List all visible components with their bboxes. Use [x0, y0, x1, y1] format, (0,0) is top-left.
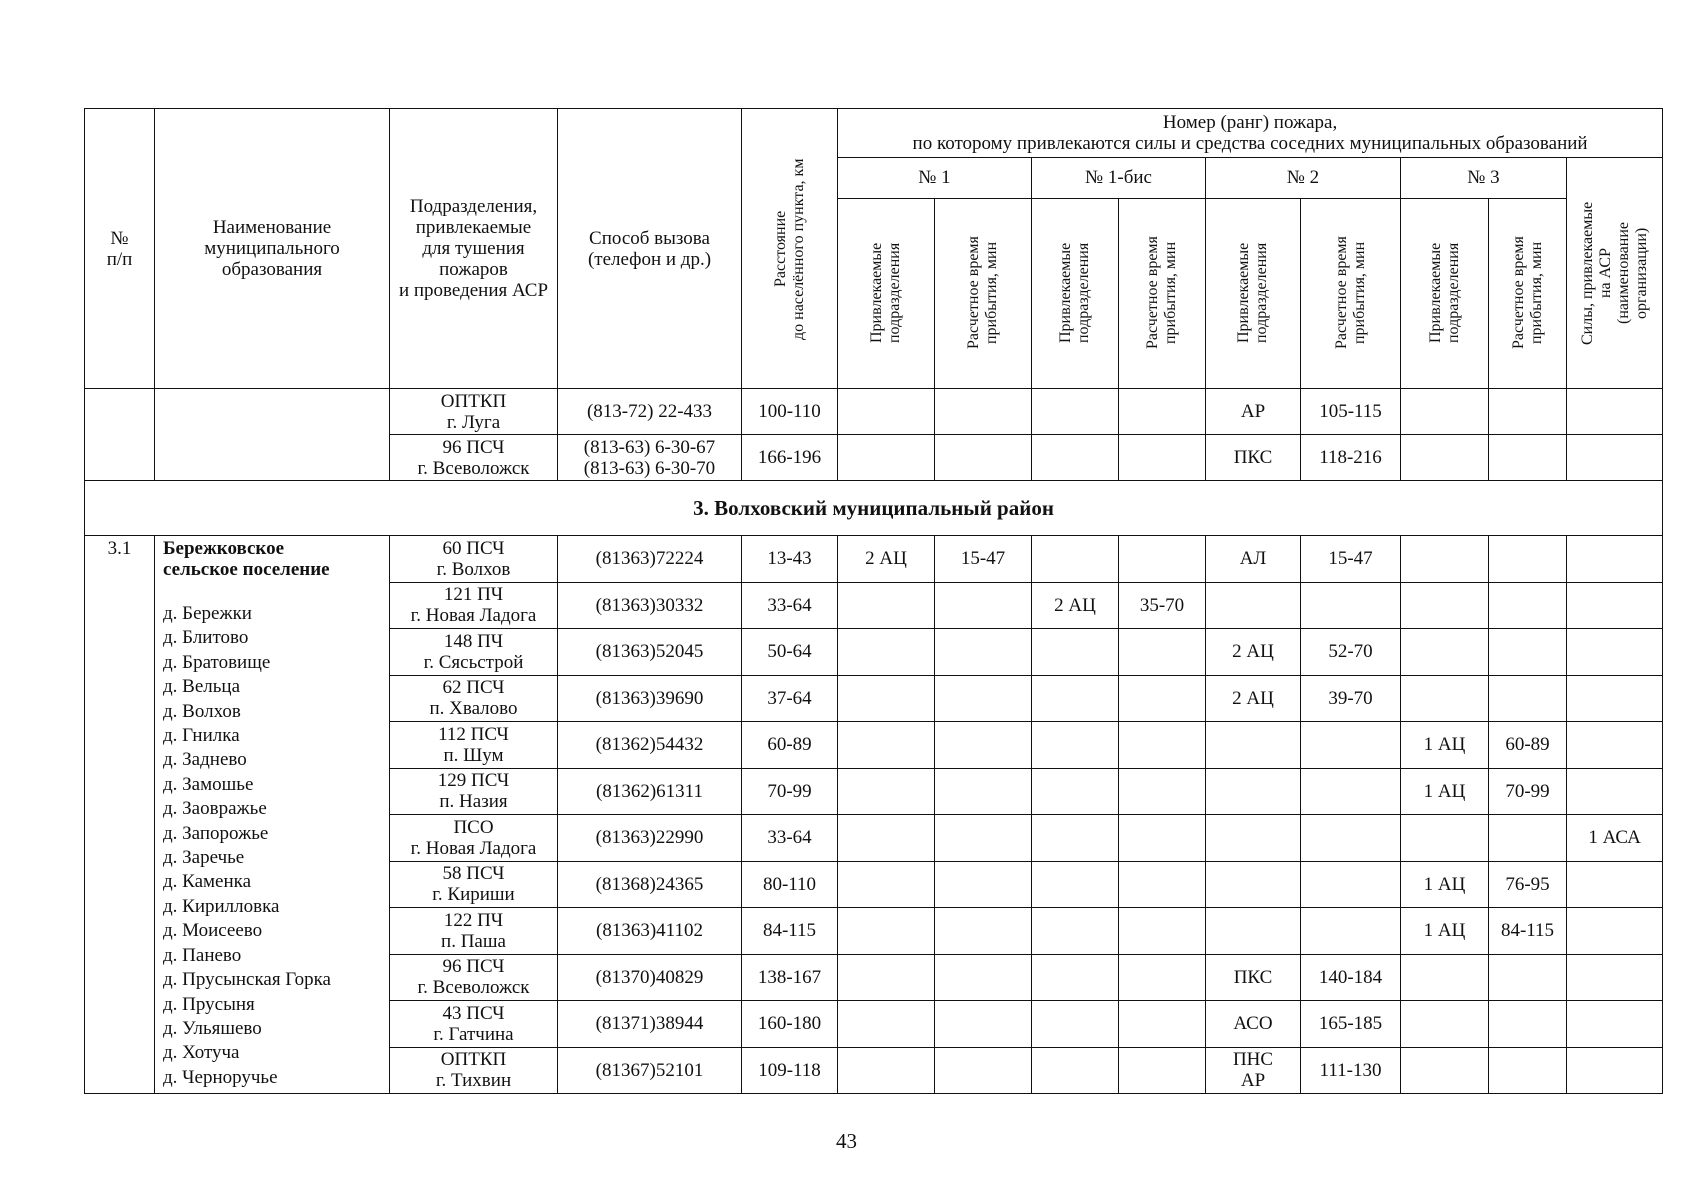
- cell-rank2-time: [1301, 861, 1401, 908]
- cell-rank1bis-time: [1119, 908, 1206, 955]
- cell-rank2-time: 165-185: [1301, 1001, 1401, 1048]
- cell-rank1-units: 2 АЦ: [838, 536, 935, 583]
- cell-distance: 109-118: [742, 1047, 838, 1094]
- cell-unit: 62 ПСЧ п. Хвалово: [390, 675, 558, 722]
- cell-rank3-time: 76-95: [1489, 861, 1567, 908]
- cell-asr-forces: [1567, 861, 1663, 908]
- cell-rank1bis-units: [1032, 1001, 1119, 1048]
- cell-rank2-units: [1206, 768, 1301, 815]
- cell-unit: 96 ПСЧ г. Всеволожск: [390, 435, 558, 481]
- cell-rank1bis-time: [1119, 954, 1206, 1001]
- cell-rank1-units: [838, 675, 935, 722]
- table-row: [85, 389, 1663, 435]
- cell-asr-forces: [1567, 954, 1663, 1001]
- cell-municipality: [155, 389, 390, 481]
- cell-rank1-time: [935, 722, 1032, 769]
- cell-asr-forces: [1567, 389, 1663, 435]
- cell-rank1bis-units: [1032, 536, 1119, 583]
- cell-rank2-units: [1206, 861, 1301, 908]
- cell-rank1bis-units: [1032, 954, 1119, 1001]
- cell-asr-forces: [1567, 582, 1663, 629]
- header-sub-units-label: Привлекаемые подразделения: [868, 243, 903, 344]
- cell-distance: 50-64: [742, 629, 838, 676]
- cell-rank1bis-units: [1032, 675, 1119, 722]
- cell-rank3-time: [1489, 582, 1567, 629]
- header-rank3-time: [1489, 198, 1567, 388]
- village-item: д. Каменка: [163, 871, 252, 893]
- cell-phone: (81363)41102: [558, 908, 742, 955]
- cell-rank3-units: 1 АЦ: [1401, 768, 1489, 815]
- cell-rank1bis-time: [1119, 815, 1206, 862]
- cell-rank3-units: [1401, 582, 1489, 629]
- cell-asr-forces: 1 АСА: [1567, 815, 1663, 862]
- cell-rank2-time: [1301, 908, 1401, 955]
- cell-distance: 70-99: [742, 768, 838, 815]
- cell-rank1-time: [935, 675, 1032, 722]
- cell-rank1-units: [838, 768, 935, 815]
- header-rank3-units: [1401, 198, 1489, 388]
- cell-distance: 33-64: [742, 815, 838, 862]
- cell-phone: (81363)72224: [558, 536, 742, 583]
- village-item: д. Вельца: [163, 676, 241, 698]
- cell-rank3-units: 1 АЦ: [1401, 908, 1489, 955]
- cell-rank1-units: [838, 815, 935, 862]
- municipality-cell: [155, 536, 390, 1094]
- village-item: д. Хотуча: [163, 1042, 240, 1064]
- cell-rank2-units: [1206, 582, 1301, 629]
- cell-rank1bis-units: [1032, 1047, 1119, 1094]
- cell-unit: 148 ПЧ г. Сясьстрой: [390, 629, 558, 676]
- cell-phone: (81367)52101: [558, 1047, 742, 1094]
- header-rank-3: № 3: [1401, 158, 1567, 199]
- cell-distance: 60-89: [742, 722, 838, 769]
- cell-rank1bis-time: [1119, 1001, 1206, 1048]
- cell-rank1-units: [838, 954, 935, 1001]
- cell-distance: 100-110: [742, 389, 838, 435]
- cell-rank2-time: 105-115: [1301, 389, 1401, 435]
- village-item: д. Гнилка: [163, 725, 240, 747]
- cell-rank2-time: 118-216: [1301, 435, 1401, 481]
- cell-unit: 122 ПЧ п. Паша: [390, 908, 558, 955]
- cell-rank2-time: 15-47: [1301, 536, 1401, 583]
- cell-rank1-units: [838, 389, 935, 435]
- village-item: д. Моисеево: [163, 920, 263, 942]
- header-sub-units-label: Привлекаемые подразделения: [1426, 243, 1462, 344]
- cell-unit: ПСО г. Новая Ладога: [390, 815, 558, 862]
- cell-rank1-time: [935, 582, 1032, 629]
- cell-unit: 112 ПСЧ п. Шум: [390, 722, 558, 769]
- cell-rank1-units: [838, 582, 935, 629]
- cell-rank2-units: 2 АЦ: [1206, 629, 1301, 676]
- page-number: 43: [836, 1129, 857, 1153]
- cell-asr-forces: [1567, 536, 1663, 583]
- cell-rank1bis-time: [1119, 768, 1206, 815]
- village-item: д. Черноручье: [163, 1066, 278, 1088]
- cell-asr-forces: [1567, 1001, 1663, 1048]
- cell-rank1bis-time: [1119, 1047, 1206, 1094]
- cell-rank1-time: [935, 629, 1032, 676]
- cell-rank1bis-time: [1119, 435, 1206, 481]
- village-item: д. Панево: [163, 944, 242, 966]
- header-asr: Силы, привлекаемые на АСР (наименование организации): [1578, 201, 1650, 345]
- cell-rank1-units: [838, 1047, 935, 1094]
- cell-rank3-units: [1401, 954, 1489, 1001]
- cell-distance: 166-196: [742, 435, 838, 481]
- table-row: [85, 536, 1663, 583]
- village-item: д. Прусыня: [163, 993, 255, 1015]
- cell-rank3-units: [1401, 1001, 1489, 1048]
- cell-number: [85, 389, 155, 481]
- header-sub-time-label: Расчетное время прибытия, мин: [1144, 237, 1179, 350]
- header-rank1-units: [838, 198, 935, 388]
- cell-rank2-units: ПКС: [1206, 435, 1301, 481]
- village-item: д. Бережки: [163, 603, 252, 624]
- header-rank2-time: [1301, 198, 1401, 388]
- cell-unit: ОПТКП г. Луга: [390, 389, 558, 435]
- cell-distance: 80-110: [742, 861, 838, 908]
- header-sub-time-label: Расчетное время прибытия, мин: [965, 237, 1000, 350]
- cell-rank3-time: [1489, 629, 1567, 676]
- cell-rank2-time: 39-70: [1301, 675, 1401, 722]
- header-rank1bis-units: [1032, 198, 1119, 388]
- cell-rank3-time: 84-115: [1489, 908, 1567, 955]
- cell-rank1bis-units: [1032, 435, 1119, 481]
- header-number: № п/п: [85, 109, 155, 389]
- cell-distance: 37-64: [742, 675, 838, 722]
- cell-rank2-units: АСО: [1206, 1001, 1301, 1048]
- cell-rank1bis-time: [1119, 675, 1206, 722]
- cell-rank2-units: 2 АЦ: [1206, 675, 1301, 722]
- header-sub-units-label: Привлекаемые подразделения: [1057, 243, 1092, 344]
- cell-phone: (81370)40829: [558, 954, 742, 1001]
- cell-rank1-units: [838, 722, 935, 769]
- cell-rank3-units: [1401, 536, 1489, 583]
- header-call-method: Способ вызова (телефон и др.): [558, 109, 742, 389]
- cell-phone: (81363)52045: [558, 629, 742, 676]
- cell-distance: 13-43: [742, 536, 838, 583]
- cell-rank3-time: [1489, 815, 1567, 862]
- cell-unit: 96 ПСЧ г. Всеволожск: [390, 954, 558, 1001]
- cell-rank3-units: [1401, 435, 1489, 481]
- header-rank2-units: [1206, 198, 1301, 388]
- header-rank-2: № 2: [1206, 158, 1401, 199]
- cell-rank2-units: [1206, 908, 1301, 955]
- cell-phone: (81363)22990: [558, 815, 742, 862]
- village-item: д. Заречье: [163, 847, 245, 869]
- cell-rank1-time: [935, 435, 1032, 481]
- cell-phone: (813-72) 22-433: [558, 389, 742, 435]
- cell-rank1bis-units: 2 АЦ: [1032, 582, 1119, 629]
- cell-rank1-time: 15-47: [935, 536, 1032, 583]
- header-distance: Расстояние до населённого пункта, км: [771, 157, 807, 340]
- cell-phone: (813-63) 6-30-67 (813-63) 6-30-70: [558, 435, 742, 481]
- header-sub-time-label: Расчетное время прибытия, мин: [1332, 237, 1368, 350]
- cell-rank1bis-time: [1119, 722, 1206, 769]
- cell-rank1-time: [935, 768, 1032, 815]
- cell-rank1-time: [935, 389, 1032, 435]
- cell-phone: (81363)39690: [558, 675, 742, 722]
- cell-rank3-units: [1401, 815, 1489, 862]
- header-rank1-time: [935, 198, 1032, 388]
- cell-rank1-units: [838, 435, 935, 481]
- cell-asr-forces: [1567, 435, 1663, 481]
- village-item: д. Кирилловка: [163, 895, 280, 917]
- cell-asr-forces: [1567, 629, 1663, 676]
- village-item: д. Ульяшево: [163, 1017, 262, 1039]
- section-row: [85, 481, 1663, 536]
- cell-rank1bis-time: [1119, 389, 1206, 435]
- cell-rank3-units: [1401, 675, 1489, 722]
- cell-unit: 121 ПЧ г. Новая Ладога: [390, 582, 558, 629]
- header-municipality: Наименование муниципального образования: [155, 109, 390, 389]
- cell-rank3-time: [1489, 954, 1567, 1001]
- cell-rank1-units: [838, 861, 935, 908]
- cell-unit: 129 ПСЧ п. Назия: [390, 768, 558, 815]
- cell-rank1-units: [838, 629, 935, 676]
- header-sub-time-label: Расчетное время прибытия, мин: [1509, 237, 1545, 350]
- cell-distance: 84-115: [742, 908, 838, 955]
- cell-asr-forces: [1567, 908, 1663, 955]
- cell-rank2-units: АЛ: [1206, 536, 1301, 583]
- cell-rank1bis-units: [1032, 389, 1119, 435]
- header-rank1bis-time: [1119, 198, 1206, 388]
- village-item: д. Блитово: [163, 627, 249, 649]
- cell-rank3-time: [1489, 1047, 1567, 1094]
- cell-rank3-time: [1489, 389, 1567, 435]
- cell-rank2-units: АР: [1206, 389, 1301, 435]
- cell-unit: 58 ПСЧ г. Кириши: [390, 861, 558, 908]
- cell-rank3-units: [1401, 629, 1489, 676]
- cell-phone: (81363)30332: [558, 582, 742, 629]
- cell-rank1-time: [935, 954, 1032, 1001]
- header-rank-1: № 1: [838, 158, 1032, 199]
- header-asr-cell: [1567, 158, 1663, 389]
- municipality-number: 3.1: [85, 536, 155, 1094]
- cell-rank3-units: 1 АЦ: [1401, 722, 1489, 769]
- cell-rank3-time: [1489, 675, 1567, 722]
- header-distance-cell: [742, 109, 838, 389]
- cell-rank3-units: [1401, 1047, 1489, 1094]
- cell-rank2-units: [1206, 815, 1301, 862]
- cell-rank2-time: [1301, 768, 1401, 815]
- cell-asr-forces: [1567, 1047, 1663, 1094]
- header-rank-title: Номер (ранг) пожара, по которому привлекаются силы и средства соседних муниципальных образований: [838, 109, 1663, 158]
- cell-rank1bis-units: [1032, 629, 1119, 676]
- cell-rank2-time: 111-130: [1301, 1047, 1401, 1094]
- cell-rank1bis-units: [1032, 861, 1119, 908]
- cell-rank1bis-units: [1032, 908, 1119, 955]
- cell-phone: (81368)24365: [558, 861, 742, 908]
- cell-phone: (81371)38944: [558, 1001, 742, 1048]
- cell-asr-forces: [1567, 675, 1663, 722]
- village-item: д. Замошье: [163, 773, 254, 795]
- cell-rank3-time: [1489, 1001, 1567, 1048]
- cell-rank3-time: 60-89: [1489, 722, 1567, 769]
- village-item: д. Заовражье: [163, 798, 267, 820]
- table-body: [85, 109, 1663, 1094]
- header-rank-1bis: № 1-бис: [1032, 158, 1206, 199]
- header-row-1: [85, 109, 1663, 158]
- cell-rank1-time: [935, 1047, 1032, 1094]
- cell-rank1-time: [935, 861, 1032, 908]
- cell-rank3-time: [1489, 435, 1567, 481]
- cell-rank2-time: [1301, 815, 1401, 862]
- cell-rank1bis-units: [1032, 722, 1119, 769]
- cell-rank1-time: [935, 815, 1032, 862]
- section-title: 3. Волховский муниципальный район: [85, 481, 1663, 536]
- cell-distance: 33-64: [742, 582, 838, 629]
- cell-unit: 43 ПСЧ г. Гатчина: [390, 1001, 558, 1048]
- cell-rank1-units: [838, 1001, 935, 1048]
- cell-unit: 60 ПСЧ г. Волхов: [390, 536, 558, 583]
- village-item: д. Запорожье: [163, 822, 269, 844]
- cell-rank1bis-units: [1032, 815, 1119, 862]
- cell-rank1bis-time: [1119, 861, 1206, 908]
- cell-rank2-units: [1206, 722, 1301, 769]
- header-units: Подразделения, привлекаемые для тушения пожаров и проведения АСР: [390, 109, 558, 389]
- cell-phone: (81362)54432: [558, 722, 742, 769]
- cell-rank1bis-units: [1032, 768, 1119, 815]
- cell-rank1-units: [838, 908, 935, 955]
- cell-rank3-units: [1401, 389, 1489, 435]
- village-item: д. Прусынская Горка: [163, 969, 331, 991]
- village-item: д. Братовище: [163, 651, 271, 673]
- cell-rank2-time: 52-70: [1301, 629, 1401, 676]
- village-item: д. Волхов: [163, 700, 241, 722]
- cell-rank2-time: 140-184: [1301, 954, 1401, 1001]
- cell-rank1-time: [935, 1001, 1032, 1048]
- cell-rank2-units: ПКС: [1206, 954, 1301, 1001]
- cell-asr-forces: [1567, 722, 1663, 769]
- cell-rank1bis-time: [1119, 536, 1206, 583]
- cell-rank2-time: [1301, 722, 1401, 769]
- cell-rank1bis-time: [1119, 629, 1206, 676]
- municipality-name: Бережковское сельское поселение: [163, 538, 330, 580]
- header-sub-units-label: Привлекаемые подразделения: [1235, 243, 1270, 344]
- cell-rank3-time: 70-99: [1489, 768, 1567, 815]
- cell-rank2-units: ПНС АР: [1206, 1047, 1301, 1094]
- cell-rank3-units: 1 АЦ: [1401, 861, 1489, 908]
- cell-rank2-time: [1301, 582, 1401, 629]
- cell-rank3-time: [1489, 536, 1567, 583]
- fire-resources-table: [84, 108, 1663, 1094]
- cell-phone: (81362)61311: [558, 768, 742, 815]
- village-item: д. Заднево: [163, 749, 247, 771]
- cell-unit: ОПТКП г. Тихвин: [390, 1047, 558, 1094]
- cell-distance: 160-180: [742, 1001, 838, 1048]
- cell-asr-forces: [1567, 768, 1663, 815]
- cell-distance: 138-167: [742, 954, 838, 1001]
- cell-rank1-time: [935, 908, 1032, 955]
- cell-rank1bis-time: 35-70: [1119, 582, 1206, 629]
